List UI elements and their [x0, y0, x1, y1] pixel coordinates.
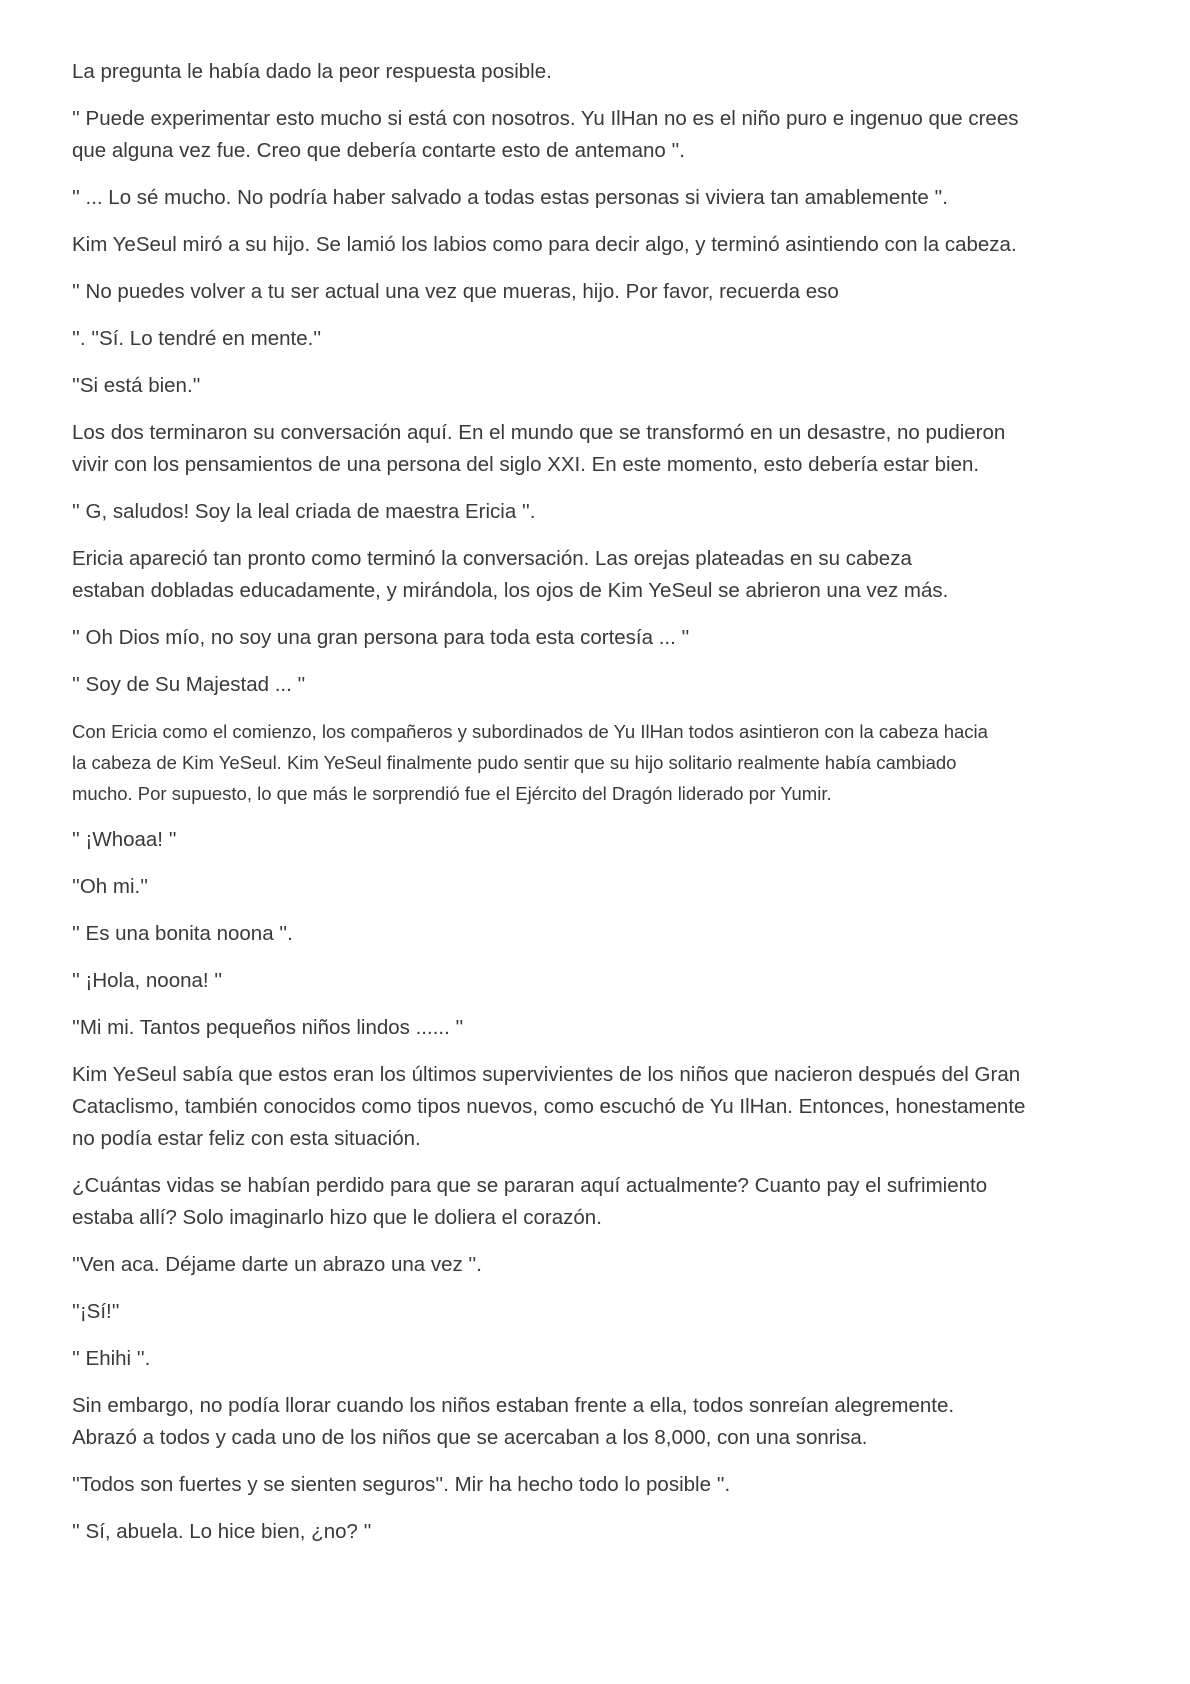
paragraph [72, 1390, 1122, 1454]
text-line: la cabeza de Kim YeSeul. Kim YeSeul finalmente pudo sentir que su hijo solitario realmente había cambiado [72, 752, 957, 773]
paragraph [72, 716, 1122, 809]
text-line: Cataclismo, también conocidos como tipos nuevos, como escuchó de Yu IlHan. Entonces, honestamente [72, 1095, 1026, 1118]
paragraph [72, 182, 1122, 214]
text-line: Sin embargo, no podía llorar cuando los niños estaban frente a ella, todos sonreían alegremente. [72, 1394, 955, 1417]
paragraph [72, 918, 1122, 950]
text-line: ''¡Sí!'' [72, 1300, 120, 1323]
text-line: '' ¡Hola, noona! '' [72, 969, 223, 992]
text-line: Kim YeSeul sabía que estos eran los últimos supervivientes de los niños que nacieron después del Gran [72, 1063, 1021, 1086]
text-line: estaban dobladas educadamente, y mirándola, los ojos de Kim YeSeul se abrieron una vez más. [72, 579, 949, 602]
paragraph [72, 1343, 1122, 1375]
paragraph [72, 496, 1122, 528]
paragraph [72, 1516, 1122, 1548]
text-line: ''Mi mi. Tantos pequeños niños lindos ...... '' [72, 1016, 464, 1039]
text-line: ''Todos son fuertes y se sienten seguros''. Mir ha hecho todo lo posible ''. [72, 1473, 731, 1496]
text-line: '' Es una bonita noona ''. [72, 922, 293, 945]
paragraph [72, 622, 1122, 654]
text-line: no podía estar feliz con esta situación. [72, 1127, 421, 1150]
paragraph [72, 229, 1122, 261]
text-line: Abrazó a todos y cada uno de los niños que se acercaban a los 8,000, con una sonrisa. [72, 1426, 868, 1449]
text-line: ¿Cuántas vidas se habían perdido para que se pararan aquí actualmente? Cuanto pay el sufrimiento [72, 1174, 988, 1197]
text-line: Con Ericia como el comienzo, los compañeros y subordinados de Yu IlHan todos asintieron con la cabeza hacia [72, 721, 988, 742]
paragraph [72, 1012, 1122, 1044]
paragraph [72, 1249, 1122, 1281]
text-line: estaba allí? Solo imaginarlo hizo que le doliera el corazón. [72, 1206, 602, 1229]
text-line: que alguna vez fue. Creo que debería contarte esto de antemano ''. [72, 139, 685, 162]
text-line: vivir con los pensamientos de una persona del siglo XXI. En este momento, esto debería estar bien. [72, 453, 980, 476]
text-line: '' Oh Dios mío, no soy una gran persona para toda esta cortesía ... '' [72, 626, 690, 649]
text-line: mucho. Por supuesto, lo que más le sorprendió fue el Ejército del Dragón liderado por Yumir. [72, 783, 832, 804]
text-line: Kim YeSeul miró a su hijo. Se lamió los labios como para decir algo, y terminó asintiendo con la cabeza. [72, 233, 1017, 256]
paragraph [72, 1059, 1122, 1155]
text-line: '' No puedes volver a tu ser actual una vez que mueras, hijo. Por favor, recuerda eso [72, 280, 839, 303]
text-line: ''. ''Sí. Lo tendré en mente.'' [72, 327, 322, 350]
paragraph [72, 543, 1122, 607]
paragraph [72, 370, 1122, 402]
paragraph [72, 323, 1122, 355]
paragraph [72, 1469, 1122, 1501]
text-line: '' Puede experimentar esto mucho si está con nosotros. Yu IlHan no es el niño puro e ingenuo que crees [72, 107, 1019, 130]
paragraph [72, 1170, 1122, 1234]
text-line: '' G, saludos! Soy la leal criada de maestra Ericia ''. [72, 500, 536, 523]
text-line: Los dos terminaron su conversación aquí. En el mundo que se transformó en un desastre, no pudieron [72, 421, 1006, 444]
text-line: '' ¡Whoaa! '' [72, 828, 177, 851]
paragraph [72, 56, 1122, 88]
paragraph [72, 871, 1122, 903]
text-line: ''Oh mi.'' [72, 875, 149, 898]
paragraph [72, 669, 1122, 701]
text-line: '' ... Lo sé mucho. No podría haber salvado a todas estas personas si viviera tan amablemente ''. [72, 186, 948, 209]
text-line: La pregunta le había dado la peor respuesta posible. [72, 60, 552, 83]
text-line: '' Soy de Su Majestad ... '' [72, 673, 306, 696]
paragraph [72, 965, 1122, 997]
document-page [72, 56, 1122, 1563]
text-line: ''Si está bien.'' [72, 374, 201, 397]
paragraph [72, 276, 1122, 308]
paragraph [72, 103, 1122, 167]
paragraph [72, 1296, 1122, 1328]
text-line: Ericia apareció tan pronto como terminó la conversación. Las orejas plateadas en su cabeza [72, 547, 912, 570]
text-line: '' Ehihi ''. [72, 1347, 151, 1370]
text-line: '' Sí, abuela. Lo hice bien, ¿no? '' [72, 1520, 372, 1543]
paragraph [72, 824, 1122, 856]
paragraph [72, 417, 1122, 481]
text-line: ''Ven aca. Déjame darte un abrazo una vez ''. [72, 1253, 482, 1276]
